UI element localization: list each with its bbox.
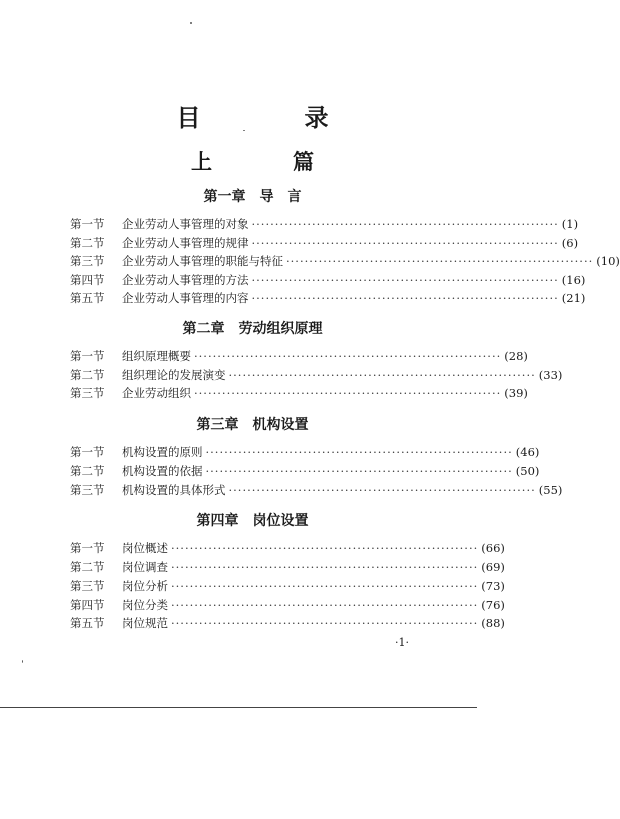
page-number: (6): [561, 236, 579, 250]
section-number: 第四节: [70, 598, 105, 612]
leader-dots: ··································································: [205, 445, 513, 459]
page-number: (66): [481, 541, 505, 555]
toc-entry[interactable]: [70, 578, 505, 596]
toc-entry[interactable]: [70, 615, 505, 633]
page-number: (21): [561, 291, 586, 305]
section-title: 企业劳动组织: [122, 386, 191, 400]
section-title: 岗位概述: [122, 541, 168, 555]
section-number: 第一节: [70, 349, 105, 363]
section-title: 企业劳动人事管理的规律: [122, 236, 249, 250]
toc-entry[interactable]: [70, 482, 563, 500]
section-number: 第三节: [70, 386, 105, 400]
leader-dots: ··································································: [171, 598, 479, 612]
chapter-title: 劳动组织原理: [238, 321, 323, 337]
section-title: 机构设置的原则: [122, 445, 203, 459]
section-title: 机构设置的具体形式: [122, 483, 226, 497]
page-number: (73): [481, 579, 505, 593]
leader-dots: ··································································: [194, 349, 502, 363]
leader-dots: ··································································: [194, 386, 502, 400]
chapter-heading: [0, 510, 505, 530]
page-number: (50): [515, 464, 540, 478]
leader-dots: ··································································: [251, 236, 559, 250]
section-number: 第一节: [70, 217, 105, 231]
toc-entry[interactable]: [70, 385, 528, 403]
section-number: 第二节: [70, 236, 105, 250]
section-number: 第五节: [70, 291, 105, 305]
part-title: 上 篇: [191, 150, 344, 174]
leader-dots: ··································································: [171, 579, 479, 593]
section-title: 企业劳动人事管理的内容: [122, 291, 249, 305]
section-number: 第一节: [70, 445, 105, 459]
page-number: (10): [596, 254, 620, 268]
section-title: 岗位规范: [122, 616, 168, 630]
chapter-heading: [0, 186, 505, 206]
page-number: (69): [481, 560, 505, 574]
toc-entry[interactable]: [70, 348, 528, 366]
toc-title: 目 录: [176, 104, 369, 132]
toc-entry[interactable]: [70, 597, 505, 615]
section-number: 第三节: [70, 579, 105, 593]
section-number: 第三节: [70, 483, 105, 497]
section-title: 组织原理概要: [122, 349, 191, 363]
section-number: 第二节: [70, 464, 105, 478]
bottom-rule: [0, 707, 477, 708]
page-number: (55): [538, 483, 563, 497]
section-title: 岗位分析: [122, 579, 168, 593]
toc-entry[interactable]: [70, 253, 620, 271]
scan-speck: [22, 660, 23, 663]
leader-dots: ··································································: [251, 291, 559, 305]
section-number: 第一节: [70, 541, 105, 555]
section-title: 组织理论的发展演变: [122, 368, 226, 382]
section-title: 企业劳动人事管理的对象: [122, 217, 249, 231]
toc-entry[interactable]: [70, 367, 563, 385]
chapter-number: 第一章: [203, 189, 246, 205]
toc-entry[interactable]: [70, 463, 540, 481]
toc-entry[interactable]: [70, 272, 586, 290]
section-title: 岗位调查: [122, 560, 168, 574]
page-number: (39): [504, 386, 528, 400]
toc-entry[interactable]: [70, 216, 579, 234]
leader-dots: ··································································: [171, 560, 479, 574]
section-number: 第二节: [70, 368, 105, 382]
chapter-title: 岗位设置: [252, 513, 309, 529]
leader-dots: ··································································: [251, 273, 559, 287]
chapter-number: 第三章: [196, 417, 239, 433]
leader-dots: ··································································: [171, 616, 479, 630]
chapter-heading: [0, 414, 505, 434]
page-number: (46): [515, 445, 540, 459]
leader-dots: ··································································: [228, 368, 536, 382]
section-title: 企业劳动人事管理的方法: [122, 273, 249, 287]
folio-page-number: ·1·: [395, 636, 409, 649]
chapter-title: 机构设置: [252, 417, 309, 433]
section-title: 机构设置的依据: [122, 464, 203, 478]
chapter-number: 第四章: [196, 513, 239, 529]
chapter-heading: [0, 318, 505, 338]
chapter-title: 导 言: [259, 189, 302, 205]
section-title: 企业劳动人事管理的职能与特征: [122, 254, 283, 268]
section-title: 岗位分类: [122, 598, 168, 612]
section-number: 第三节: [70, 254, 105, 268]
leader-dots: ··································································: [286, 254, 594, 268]
toc-entry[interactable]: [70, 540, 505, 558]
leader-dots: ··································································: [251, 217, 559, 231]
section-number: 第二节: [70, 560, 105, 574]
leader-dots: ··································································: [171, 541, 479, 555]
page-number: (16): [561, 273, 586, 287]
leader-dots: ··································································: [228, 483, 536, 497]
page-number: (28): [504, 349, 528, 363]
toc-entry[interactable]: [70, 290, 586, 308]
page-number: (76): [481, 598, 505, 612]
section-number: 第五节: [70, 616, 105, 630]
leader-dots: ··································································: [205, 464, 513, 478]
page-number: (33): [538, 368, 563, 382]
section-number: 第四节: [70, 273, 105, 287]
page-number: (88): [481, 616, 505, 630]
toc-entry[interactable]: [70, 235, 579, 253]
scan-speck: [190, 22, 192, 24]
toc-entry[interactable]: [70, 444, 540, 462]
chapter-number: 第二章: [182, 321, 225, 337]
page-number: (1): [561, 217, 579, 231]
toc-entry[interactable]: [70, 559, 505, 577]
